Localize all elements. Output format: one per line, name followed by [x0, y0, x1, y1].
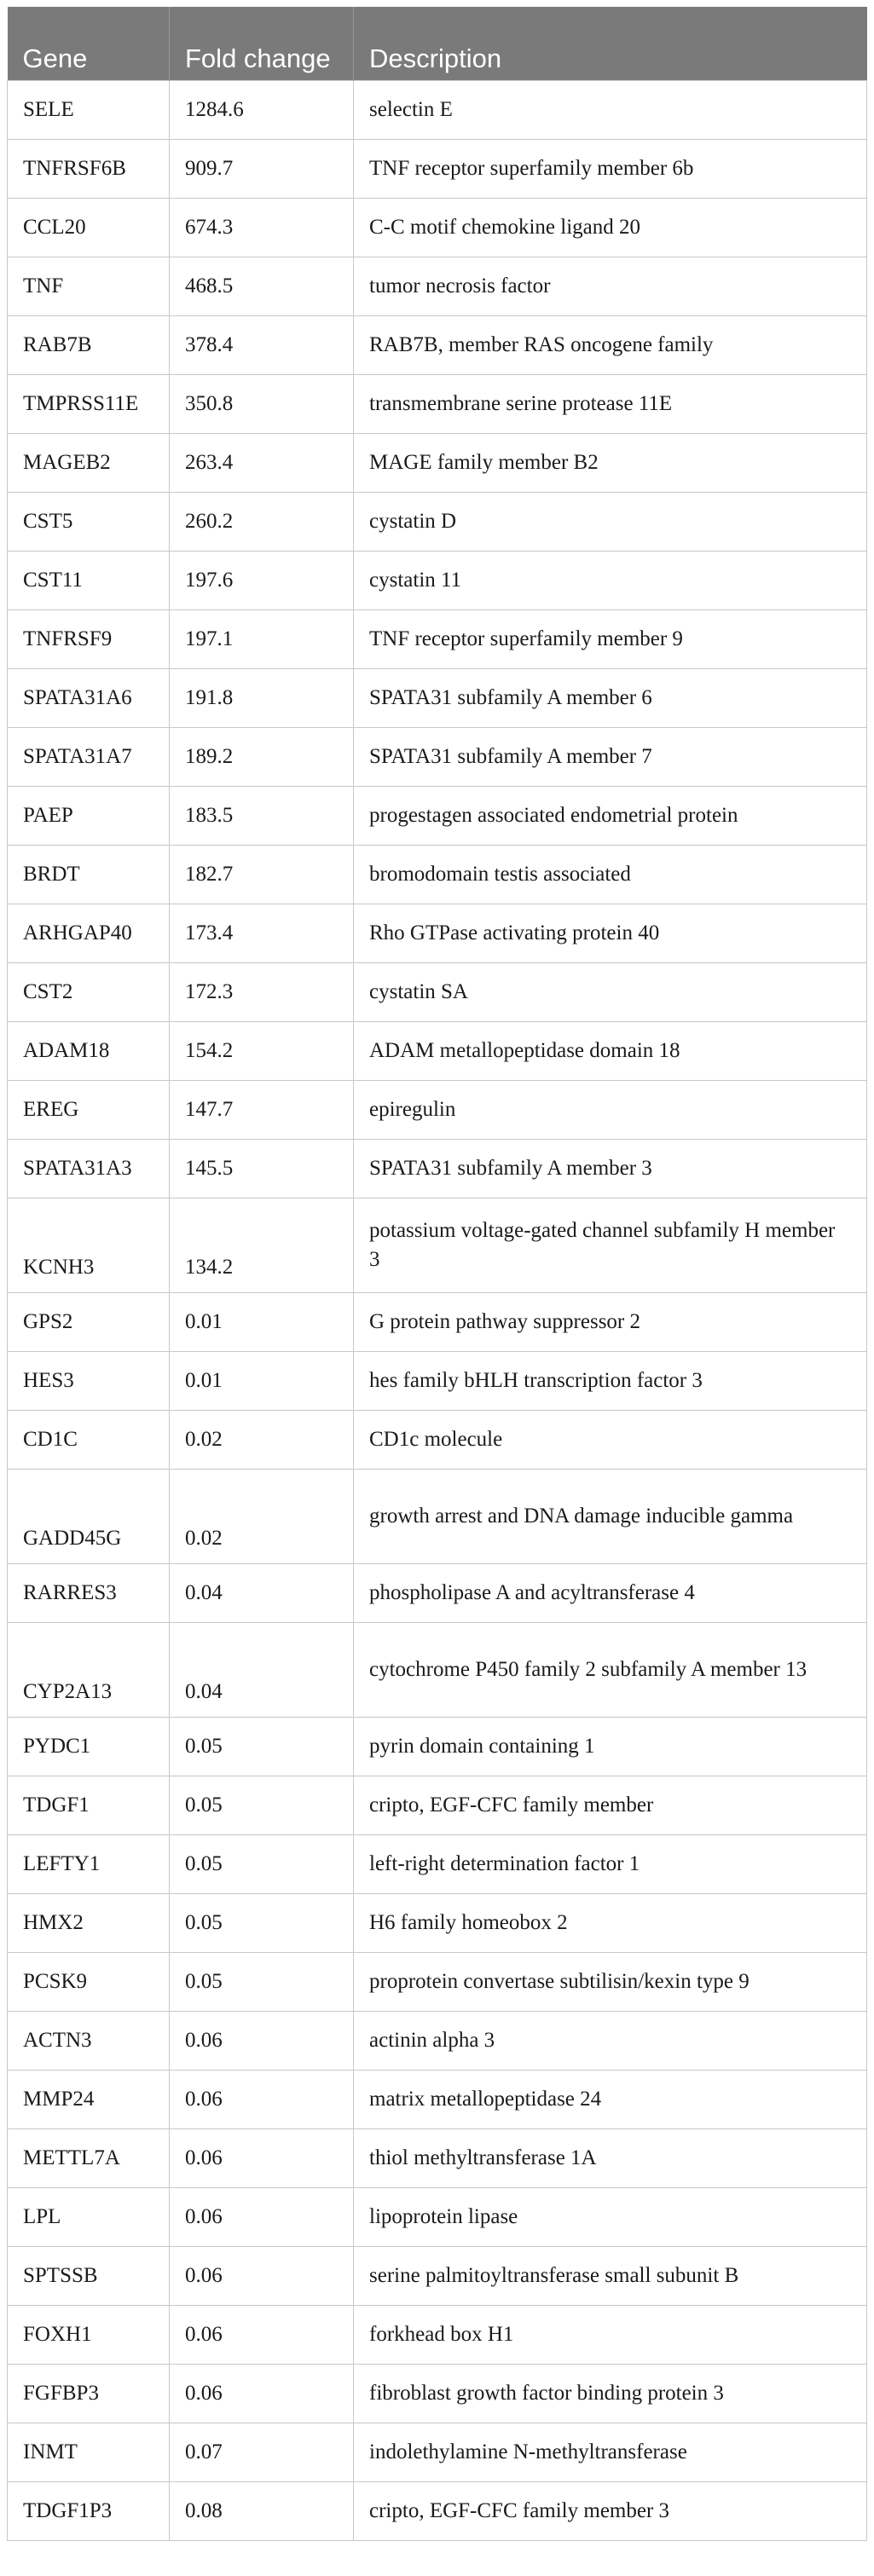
fold-change-cell: 350.8 — [170, 374, 354, 433]
fold-change-cell: 0.04 — [170, 1622, 354, 1717]
description-cell: SPATA31 subfamily A member 3 — [354, 1139, 867, 1198]
fold-change-cell: 674.3 — [170, 198, 354, 257]
table-row — [8, 1080, 867, 1139]
table-row — [8, 198, 867, 257]
table-row — [8, 2481, 867, 2540]
fold-change-cell: 263.4 — [170, 433, 354, 492]
table-row — [8, 315, 867, 374]
description-cell: SPATA31 subfamily A member 6 — [354, 668, 867, 727]
table-row — [8, 668, 867, 727]
gene-cell: BRDT — [8, 845, 170, 904]
fold-change-cell: 0.06 — [170, 2364, 354, 2423]
gene-cell: CST11 — [8, 551, 170, 609]
description-cell: H6 family homeobox 2 — [354, 1893, 867, 1952]
gene-cell: PCSK9 — [8, 1952, 170, 2011]
gene-cell: TDGF1P3 — [8, 2481, 170, 2540]
fold-change-cell: 0.05 — [170, 1952, 354, 2011]
description-cell: cripto, EGF-CFC family member 3 — [354, 2481, 867, 2540]
gene-cell: TDGF1 — [8, 1776, 170, 1834]
gene-cell: EREG — [8, 1080, 170, 1139]
fold-change-cell: 260.2 — [170, 492, 354, 551]
description-cell: potassium voltage-gated channel subfamily H member 3 — [354, 1198, 867, 1292]
fold-change-cell: 0.02 — [170, 1469, 354, 1563]
gene-cell: SPTSSB — [8, 2246, 170, 2305]
gene-cell: LPL — [8, 2187, 170, 2246]
description-cell: thiol methyltransferase 1A — [354, 2128, 867, 2187]
gene-cell: PAEP — [8, 786, 170, 845]
table-row — [8, 727, 867, 786]
gene-cell: SELE — [8, 80, 170, 139]
table-row — [8, 257, 867, 315]
description-cell: bromodomain testis associated — [354, 845, 867, 904]
table-row — [8, 2187, 867, 2246]
table-row — [8, 1139, 867, 1198]
gene-fold-change-table — [7, 7, 867, 2541]
description-cell: progestagen associated endometrial protein — [354, 786, 867, 845]
table-row — [8, 139, 867, 198]
description-cell: left-right determination factor 1 — [354, 1834, 867, 1893]
fold-change-cell: 0.05 — [170, 1776, 354, 1834]
gene-cell: CYP2A13 — [8, 1622, 170, 1717]
table-row — [8, 1198, 867, 1292]
description-cell: cystatin SA — [354, 962, 867, 1021]
table-row — [8, 1410, 867, 1469]
description-cell: tumor necrosis factor — [354, 257, 867, 315]
description-cell: cystatin 11 — [354, 551, 867, 609]
gene-cell: MMP24 — [8, 2070, 170, 2128]
table-row — [8, 1952, 867, 2011]
gene-cell: SPATA31A3 — [8, 1139, 170, 1198]
table-row — [8, 1021, 867, 1080]
gene-cell: LEFTY1 — [8, 1834, 170, 1893]
description-cell: hes family bHLH transcription factor 3 — [354, 1351, 867, 1410]
gene-cell: PYDC1 — [8, 1717, 170, 1776]
gene-cell: ADAM18 — [8, 1021, 170, 1080]
fold-change-cell: 182.7 — [170, 845, 354, 904]
description-cell: epiregulin — [354, 1080, 867, 1139]
description-cell: G protein pathway suppressor 2 — [354, 1292, 867, 1351]
description-cell: proprotein convertase subtilisin/kexin type 9 — [354, 1952, 867, 2011]
fold-change-cell: 197.6 — [170, 551, 354, 609]
description-cell: transmembrane serine protease 11E — [354, 374, 867, 433]
table-row — [8, 1469, 867, 1563]
table-row — [8, 786, 867, 845]
description-cell: ADAM metallopeptidase domain 18 — [354, 1021, 867, 1080]
gene-cell: HES3 — [8, 1351, 170, 1410]
fold-change-cell: 189.2 — [170, 727, 354, 786]
description-cell: forkhead box H1 — [354, 2305, 867, 2364]
description-cell: TNF receptor superfamily member 9 — [354, 609, 867, 668]
gene-cell: TNF — [8, 257, 170, 315]
description-cell: lipoprotein lipase — [354, 2187, 867, 2246]
gene-cell: HMX2 — [8, 1893, 170, 1952]
description-cell: C-C motif chemokine ligand 20 — [354, 198, 867, 257]
fold-change-cell: 0.05 — [170, 1893, 354, 1952]
fold-change-cell: 0.01 — [170, 1292, 354, 1351]
table-row — [8, 962, 867, 1021]
table-row — [8, 2305, 867, 2364]
table-row — [8, 1351, 867, 1410]
gene-table-container — [7, 7, 866, 2541]
gene-cell: ACTN3 — [8, 2011, 170, 2070]
fold-change-cell: 172.3 — [170, 962, 354, 1021]
table-row — [8, 1292, 867, 1351]
header-fold-change: Fold change — [170, 7, 354, 80]
header-gene: Gene — [22, 43, 88, 73]
table-row — [8, 2423, 867, 2481]
fold-change-cell: 147.7 — [170, 1080, 354, 1139]
table-row — [8, 845, 867, 904]
fold-change-cell: 145.5 — [170, 1139, 354, 1198]
gene-cell: GADD45G — [8, 1469, 170, 1563]
gene-cell: KCNH3 — [8, 1198, 170, 1292]
gene-cell: INMT — [8, 2423, 170, 2481]
description-cell: serine palmitoyltransferase small subunit B — [354, 2246, 867, 2305]
description-cell: selectin E — [354, 80, 867, 139]
description-cell: MAGE family member B2 — [354, 433, 867, 492]
header-description: Description — [354, 7, 867, 80]
fold-change-cell: 0.06 — [170, 2070, 354, 2128]
gene-cell: CST2 — [8, 962, 170, 1021]
table-row — [8, 80, 867, 139]
table-row — [8, 1563, 867, 1622]
fold-change-cell: 191.8 — [170, 668, 354, 727]
fold-change-cell: 0.07 — [170, 2423, 354, 2481]
description-cell: cytochrome P450 family 2 subfamily A member 13 — [354, 1622, 867, 1717]
fold-change-cell: 1284.6 — [170, 80, 354, 139]
description-cell: RAB7B, member RAS oncogene family — [354, 315, 867, 374]
fold-change-cell: 173.4 — [170, 904, 354, 962]
description-cell: TNF receptor superfamily member 6b — [354, 139, 867, 198]
table-row — [8, 2070, 867, 2128]
fold-change-cell: 909.7 — [170, 139, 354, 198]
description-cell: matrix metallopeptidase 24 — [354, 2070, 867, 2128]
gene-cell: RARRES3 — [8, 1563, 170, 1622]
fold-change-cell: 378.4 — [170, 315, 354, 374]
fold-change-cell: 0.05 — [170, 1834, 354, 1893]
table-row — [8, 1776, 867, 1834]
description-cell: pyrin domain containing 1 — [354, 1717, 867, 1776]
fold-change-cell: 0.04 — [170, 1563, 354, 1622]
fold-change-cell: 0.06 — [170, 2011, 354, 2070]
table-row — [8, 904, 867, 962]
fold-change-cell: 468.5 — [170, 257, 354, 315]
fold-change-cell: 0.01 — [170, 1351, 354, 1410]
table-row — [8, 1893, 867, 1952]
table-row — [8, 1834, 867, 1893]
table-row — [8, 2128, 867, 2187]
table-body — [8, 80, 867, 2540]
table-row — [8, 551, 867, 609]
fold-change-cell: 0.02 — [170, 1410, 354, 1469]
fold-change-cell: 183.5 — [170, 786, 354, 845]
fold-change-cell: 154.2 — [170, 1021, 354, 1080]
table-row — [8, 609, 867, 668]
gene-cell: FGFBP3 — [8, 2364, 170, 2423]
table-header-row — [8, 7, 867, 80]
gene-cell: CST5 — [8, 492, 170, 551]
gene-cell: SPATA31A6 — [8, 668, 170, 727]
fold-change-cell: 0.08 — [170, 2481, 354, 2540]
table-row — [8, 2364, 867, 2423]
gene-cell: TNFRSF9 — [8, 609, 170, 668]
gene-cell: TNFRSF6B — [8, 139, 170, 198]
table-row — [8, 2011, 867, 2070]
gene-cell: ARHGAP40 — [8, 904, 170, 962]
gene-cell: CCL20 — [8, 198, 170, 257]
fold-change-cell: 197.1 — [170, 609, 354, 668]
description-cell: cystatin D — [354, 492, 867, 551]
gene-cell: METTL7A — [8, 2128, 170, 2187]
gene-cell: CD1C — [8, 1410, 170, 1469]
table-row — [8, 374, 867, 433]
gene-cell: MAGEB2 — [8, 433, 170, 492]
description-cell: cripto, EGF-CFC family member — [354, 1776, 867, 1834]
description-cell: CD1c molecule — [354, 1410, 867, 1469]
table-row — [8, 1622, 867, 1717]
description-cell: actinin alpha 3 — [354, 2011, 867, 2070]
gene-cell: GPS2 — [8, 1292, 170, 1351]
table-row — [8, 2246, 867, 2305]
description-cell: Rho GTPase activating protein 40 — [354, 904, 867, 962]
table-row — [8, 433, 867, 492]
gene-cell: RAB7B — [8, 315, 170, 374]
description-cell: fibroblast growth factor binding protein 3 — [354, 2364, 867, 2423]
table-row — [8, 1717, 867, 1776]
fold-change-cell: 0.06 — [170, 2305, 354, 2364]
fold-change-cell: 0.06 — [170, 2187, 354, 2246]
gene-cell: SPATA31A7 — [8, 727, 170, 786]
gene-cell: FOXH1 — [8, 2305, 170, 2364]
table-row — [8, 492, 867, 551]
fold-change-cell: 134.2 — [170, 1198, 354, 1292]
gene-cell: TMPRSS11E — [8, 374, 170, 433]
fold-change-cell: 0.06 — [170, 2128, 354, 2187]
description-cell: growth arrest and DNA damage inducible gamma — [354, 1469, 867, 1563]
fold-change-cell: 0.06 — [170, 2246, 354, 2305]
description-cell: indolethylamine N-methyltransferase — [354, 2423, 867, 2481]
description-cell: phospholipase A and acyltransferase 4 — [354, 1563, 867, 1622]
fold-change-cell: 0.05 — [170, 1717, 354, 1776]
description-cell: SPATA31 subfamily A member 7 — [354, 727, 867, 786]
